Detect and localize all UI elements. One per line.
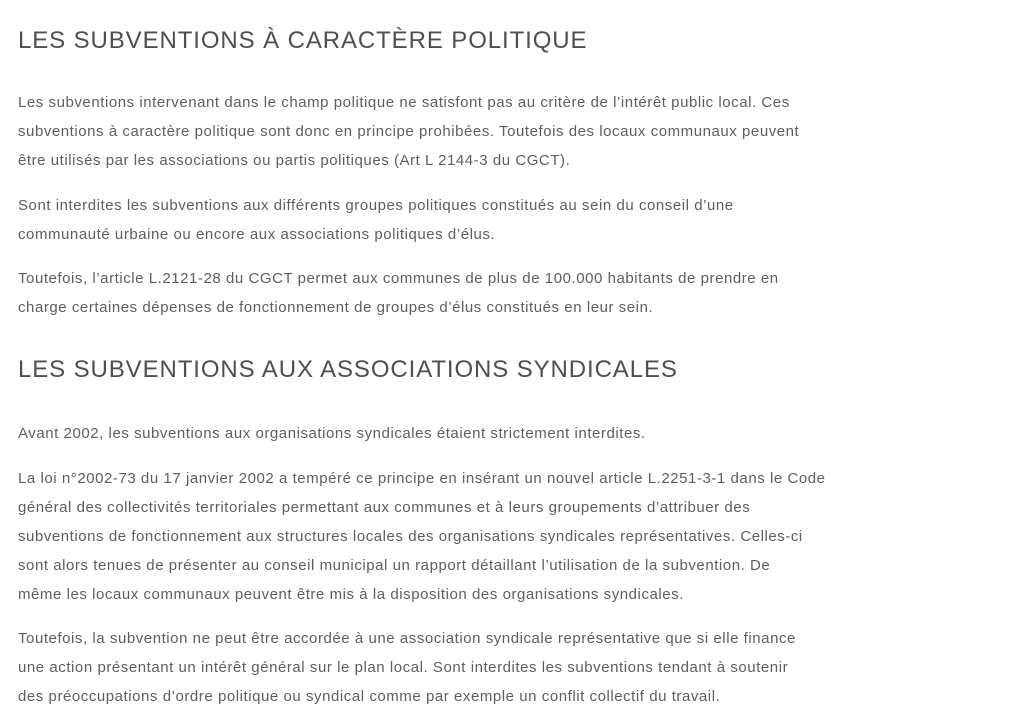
paragraph-line: des préoccupations d’ordre politique ou syndical comme par exemple un conflit collectif du travail. — [18, 688, 721, 705]
paragraph-line: Toutefois, la subvention ne peut être accordée à une association syndicale représentative que si elle finance — [18, 630, 796, 647]
paragraph — [18, 464, 826, 609]
paragraph-line: Les subventions intervenant dans le champ politique ne satisfont pas au critère de l’intérêt public local. Ces — [18, 94, 790, 111]
paragraph — [18, 191, 734, 249]
paragraph-line: une action présentant un intérêt général sur le plan local. Sont interdites les subventions tendant à soutenir — [18, 659, 789, 676]
section-heading-political-subsidies: LES SUBVENTIONS À CARACTÈRE POLITIQUE — [18, 27, 588, 54]
paragraph-line: communauté urbaine ou encore aux associations politiques d’élus. — [18, 226, 496, 243]
paragraph-line: Toutefois, l’article L.2121-28 du CGCT permet aux communes de plus de 100.000 habitants de prendre en — [18, 270, 779, 287]
paragraph-line: Avant 2002, les subventions aux organisations syndicales étaient strictement interdites. — [18, 425, 646, 442]
paragraph-line: général des collectivités territoriales permettant aux communes et à leurs groupements d’attribuer des — [18, 499, 751, 516]
paragraph-line: être utilisés par les associations ou partis politiques (Art L 2144-3 du CGCT). — [18, 152, 571, 169]
paragraph-line: même les locaux communaux peuvent être mis à la disposition des organisations syndicales. — [18, 586, 684, 603]
paragraph — [18, 624, 796, 711]
paragraph — [18, 88, 799, 175]
section-heading-union-subsidies: LES SUBVENTIONS AUX ASSOCIATIONS SYNDICALES — [18, 356, 678, 383]
paragraph-line: La loi n°2002-73 du 17 janvier 2002 a tempéré ce principe en insérant un nouvel article L.2251-3-1 dans le Code — [18, 470, 826, 487]
paragraph — [18, 419, 646, 448]
paragraph-line: subventions de fonctionnement aux structures locales des organisations syndicales représentatives. Celles-ci — [18, 528, 803, 545]
paragraph-line: charge certaines dépenses de fonctionnement de groupes d’élus constitués en leur sein. — [18, 299, 654, 316]
paragraph-line: Sont interdites les subventions aux différents groupes politiques constitués au sein du conseil d’une — [18, 197, 734, 214]
paragraph-line: sont alors tenues de présenter au conseil municipal un rapport détaillant l’utilisation de la subvention. De — [18, 557, 771, 574]
paragraph-line: subventions à caractère politique sont donc en principe prohibées. Toutefois des locaux communaux peuvent — [18, 123, 800, 140]
paragraph — [18, 264, 779, 322]
